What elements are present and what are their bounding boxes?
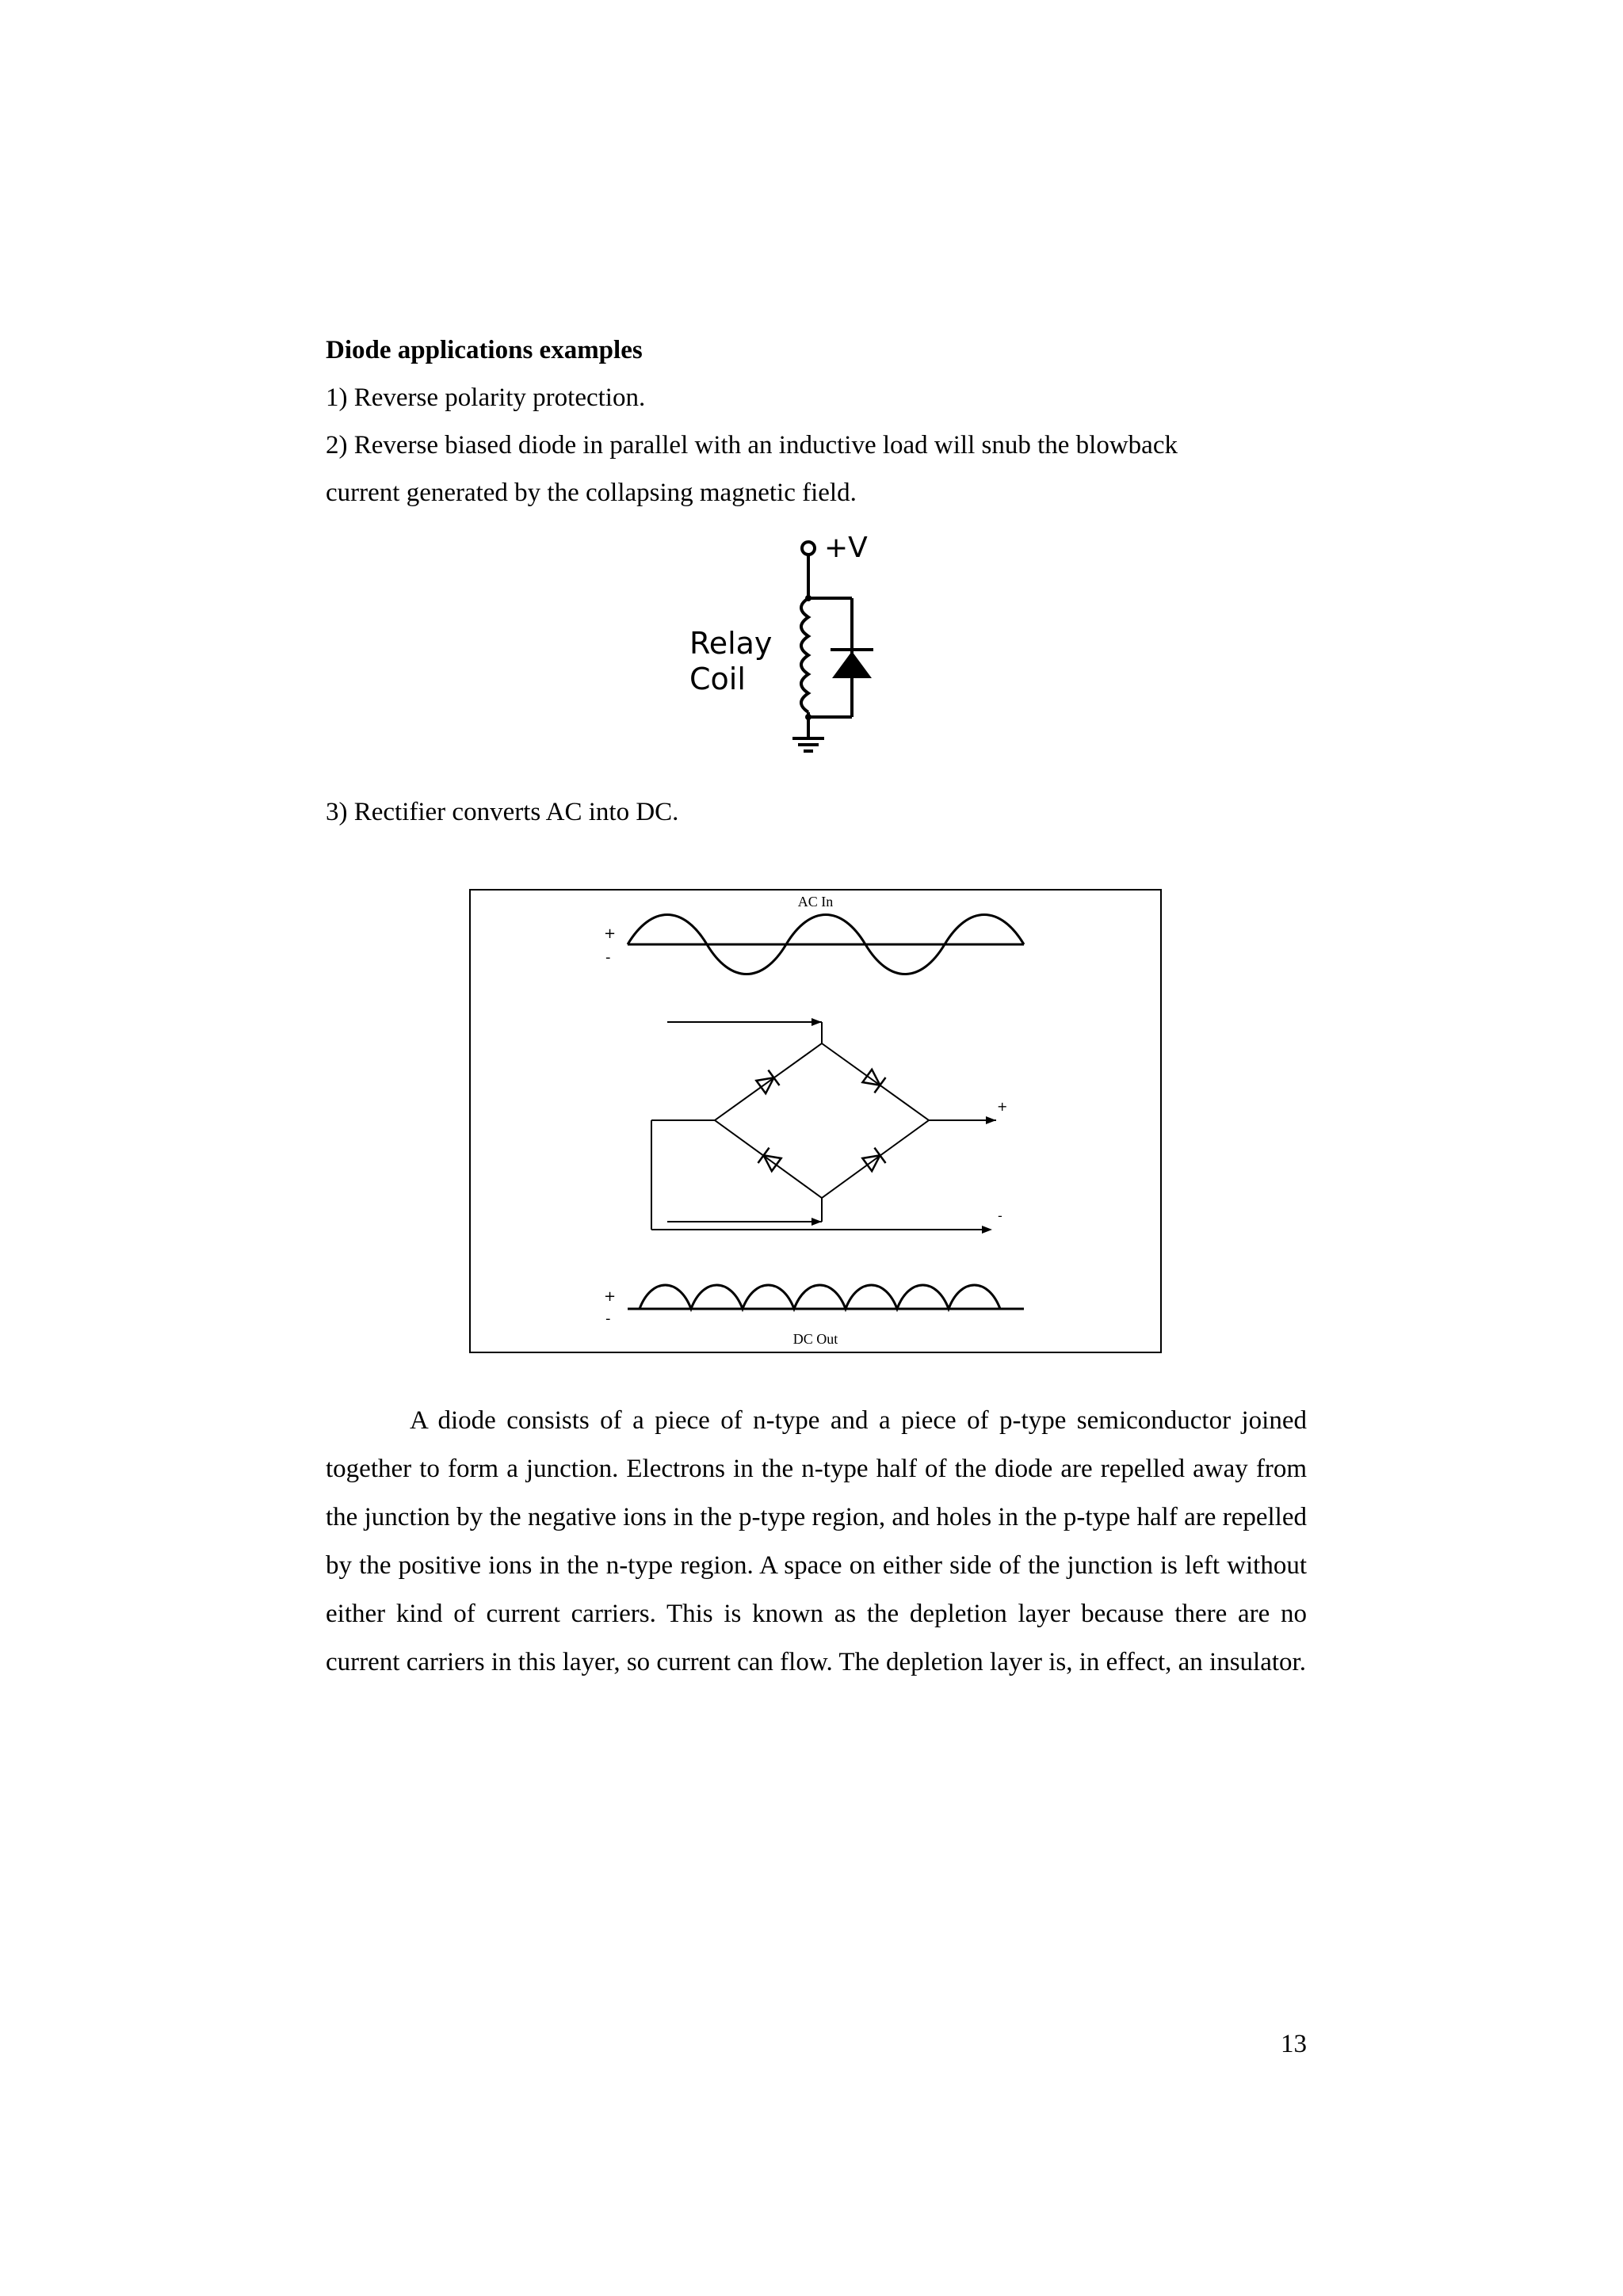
list-item-3: 3) Rectifier converts AC into DC.: [326, 798, 679, 826]
ac-in-label: AC In: [797, 894, 834, 910]
body-paragraph: A diode consists of a piece of n-type and a piece of p-type semiconductor joined together to form a junction. Electrons in the n-type half of the diode are repelled away from the junction by the negative ions in the p-type region, and holes in the p-type half are repelled by the positive ions in the n-type region. A space on either side of the junction is left without either kind of current carriers. This is known as the depletion layer because there are no current carriers in this layer, so current can flow. The depletion layer is, in effect, an insulator.: [326, 1406, 1307, 1676]
list-item-2-continued: current generated by the collapsing magnetic field.: [326, 479, 857, 507]
section-heading: Diode applications examples: [326, 336, 643, 364]
coil-label-line1: Relay: [689, 626, 773, 661]
ac-plus-sign: +: [604, 925, 617, 942]
dc-out-label: DC Out: [792, 1331, 838, 1347]
supply-label: +V: [824, 532, 868, 564]
bridge-rectifier-diagram: [469, 889, 1163, 1356]
relay-coil-diagram: [682, 531, 903, 776]
page-number: 13: [1281, 2030, 1307, 2058]
dc-plus-terminal: +: [997, 1099, 1008, 1114]
list-item-1: 1) Reverse polarity protection.: [326, 383, 646, 412]
dc-plus-sign: +: [604, 1288, 617, 1305]
list-item-2: 2) Reverse biased diode in parallel with an inductive load will snub the blowback: [326, 431, 1178, 460]
ac-minus-sign: -: [605, 949, 611, 966]
coil-label-line2: Coil: [689, 662, 746, 696]
dc-minus-sign: -: [605, 1310, 611, 1327]
dc-minus-terminal: -: [998, 1208, 1002, 1223]
